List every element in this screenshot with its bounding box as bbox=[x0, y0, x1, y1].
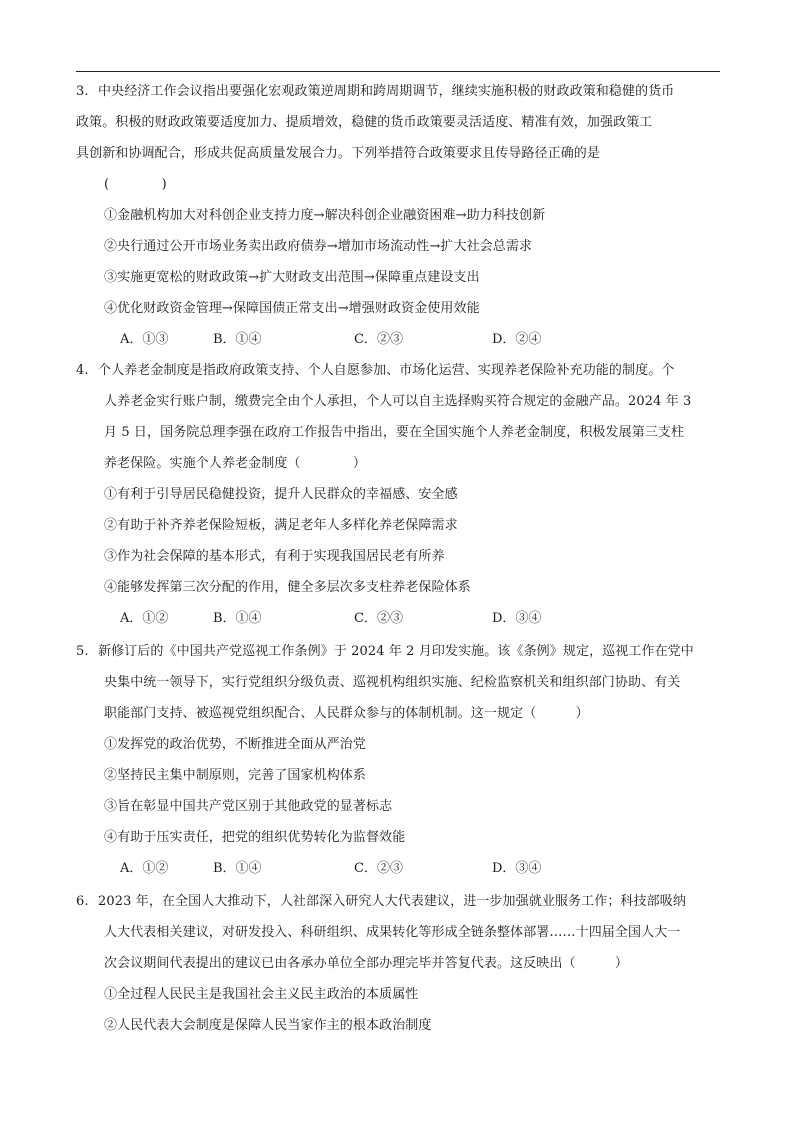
question-5-statement-3: ③旨在彰显中国共产党区别于其他政党的显著标志 bbox=[104, 799, 393, 814]
question-4-option-a[interactable]: A．①② bbox=[120, 611, 169, 626]
question-4-stem-line-1: 个人养老金制度是指政府政策支持、个人自愿参加、市场化运营、实现养老保险补充功能的制度。个 bbox=[98, 363, 675, 378]
question-3-option-d[interactable]: D．②④ bbox=[492, 332, 542, 347]
question-4-statement-1: ①有利于引导居民稳健投资，提升人民群众的幸福感、安全感 bbox=[104, 487, 458, 502]
question-5-option-d[interactable]: D．③④ bbox=[492, 861, 542, 876]
question-4-statement-2: ②有助于补齐养老保险短板，满足老年人多样化养老保障需求 bbox=[104, 518, 458, 533]
question-3-stem-line-2: 政策。积极的财政政策要适度加力、提质增效，稳健的货币政策要灵活适度、精准有效，加强政策工 bbox=[76, 115, 653, 130]
question-4-option-c[interactable]: C．②③ bbox=[354, 611, 403, 626]
question-3-option-c[interactable]: C．②③ bbox=[354, 332, 403, 347]
question-6-statement-1: ①全过程人民民主是我国社会主义民主政治的本质属性 bbox=[104, 987, 419, 1002]
question-4-statement-3: ③作为社会保障的基本形式，有利于实现我国居民老有所养 bbox=[104, 549, 445, 564]
question-3-statement-3: ③实施更宽松的财政政策→扩大财政支出范围→保障重点建设支出 bbox=[104, 270, 480, 285]
question-5-option-a[interactable]: A．①② bbox=[120, 861, 169, 876]
question-4-option-d[interactable]: D．③④ bbox=[492, 611, 542, 626]
question-6-stem-line-1: 2023 年，在全国人大推动下，人社部深入研究人大代表建议，进一步加强就业服务工作；科技部吸纳 bbox=[98, 894, 686, 909]
question-3-statement-2: ②央行通过公开市场业务卖出政府债券→增加市场流动性→扩大社会总需求 bbox=[104, 239, 533, 254]
question-5-stem-line-3: 职能部门支持、被巡视党组织配合、人民群众参与的体制机制。这一规定（ ） bbox=[104, 706, 589, 721]
question-3-stem-line-1: 中央经济工作会议指出要强化宏观政策逆周期和跨周期调节，继续实施积极的财政政策和稳健的货币 bbox=[98, 84, 675, 99]
question-3-number: 3. bbox=[76, 84, 89, 99]
question-5-option-b[interactable]: B．①④ bbox=[213, 861, 262, 876]
question-5-stem-line-2: 央集中统一领导下，实行党组织分级负责、巡视机构组织实施、纪检监察机关和组织部门协助、有关 bbox=[104, 675, 681, 690]
question-6-stem-line-2: 人大代表相关建议，对研发投入、科研组织、成果转化等形成全链条整体部署……十四届全国人大一 bbox=[104, 925, 681, 940]
question-5-statement-2: ②坚持民主集中制原则，完善了国家机构体系 bbox=[104, 768, 367, 783]
question-5-statement-1: ①发挥党的政治优势，不断推进全面从严治党 bbox=[104, 737, 367, 752]
question-4-statement-4: ④能够发挥第三次分配的作用，健全多层次多支柱养老保险体系 bbox=[104, 580, 471, 595]
question-4-option-b[interactable]: B．①④ bbox=[213, 611, 262, 626]
question-4-number: 4. bbox=[76, 363, 89, 378]
question-4-stem-line-3: 月 5 日，国务院总理李强在政府工作报告中指出，要在全国实施个人养老金制度，积极发展第三支柱 bbox=[104, 425, 685, 440]
question-5-number: 5. bbox=[76, 644, 89, 659]
question-3-statement-1: ①金融机构加大对科创企业支持力度→解决科创企业融资困难→助力科技创新 bbox=[104, 208, 546, 223]
question-3-statement-4: ④优化财政资金管理→保障国债正常支出→增强财政资金使用效能 bbox=[104, 301, 480, 316]
question-5-statement-4: ④有助于压实责任，把党的组织优势转化为监督效能 bbox=[104, 830, 406, 845]
question-5-stem-line-1: 新修订后的《中国共产党巡视工作条例》于 2024 年 2 月印发实施。该《条例》规定，巡视工作在党中 bbox=[98, 644, 694, 659]
question-3-stem-line-3: 具创新和协调配合，形成共促高质量发展合力。下列举措符合政策要求且传导路径正确的是 bbox=[76, 146, 601, 161]
question-3-option-b[interactable]: B．①④ bbox=[213, 332, 262, 347]
question-4-stem-line-4: 养老保险。实施个人养老金制度（ ） bbox=[104, 456, 367, 471]
question-6-number: 6. bbox=[76, 894, 89, 909]
question-4-stem-line-2: 人养老金实行账户制，缴费完全由个人承担，个人可以自主选择购买符合规定的金融产品。2024 年 3 bbox=[104, 394, 692, 409]
question-6-statement-2: ②人民代表大会制度是保障人民当家作主的根本政治制度 bbox=[104, 1018, 432, 1033]
question-3-option-a[interactable]: A．①③ bbox=[120, 332, 169, 347]
question-3-answer-bracket: ( ) bbox=[104, 177, 167, 192]
question-5-option-c[interactable]: C．②③ bbox=[354, 861, 403, 876]
question-6-stem-line-3: 次会议期间代表提出的建议已由各承办单位全部办理完毕并答复代表。这反映出（ ） bbox=[104, 956, 629, 971]
